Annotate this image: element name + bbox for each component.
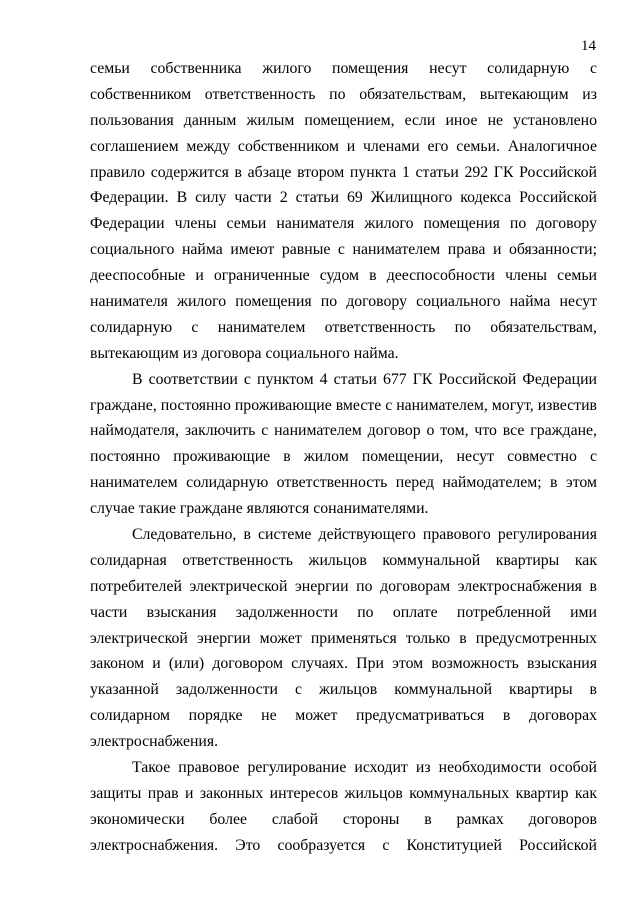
text-line: граждане, постоянно проживающие вместе с нанимателем, могут, известив — [90, 396, 597, 414]
text-line: пользования данным жилым помещением, если иное не установлено — [90, 111, 597, 129]
text-line: социального найма имеют равные с нанимателем права и обязанности; — [90, 241, 597, 259]
text-line: Такое правовое регулирование исходит из необходимости особой — [132, 759, 597, 777]
text-line: солидарная ответственность жильцов коммунальной квартиры как — [90, 551, 597, 569]
text-line: законом и (или) договором случаях. При этом возможность взыскания — [90, 655, 597, 673]
paragraph — [90, 367, 597, 522]
document-body — [90, 56, 597, 859]
text-line: Следовательно, в системе действующего правового регулирования — [132, 526, 597, 544]
text-line: экономически более слабой стороны в рамках договоров — [90, 810, 597, 828]
text-line: солидарном порядке не может предусматриваться в договорах — [90, 707, 597, 725]
text-line: электроснабжения. — [90, 733, 219, 751]
text-line: Федерации. В силу части 2 статьи 69 Жилищного кодекса Российской — [90, 189, 597, 207]
text-line: потребителей электрической энергии по договорам электроснабжения в — [90, 577, 597, 595]
text-line: собственником ответственность по обязательствам, вытекающим из — [90, 85, 597, 103]
text-line: нанимателя жилого помещения по договору социального найма несут — [90, 293, 597, 311]
text-line: семьи собственника жилого помещения несут солидарную с — [90, 60, 597, 77]
page-number: 14 — [581, 38, 596, 54]
text-line: указанной задолженности с жильцов коммунальной квартиры в — [90, 681, 597, 699]
text-line: Федерации члены семьи нанимателя жилого помещения по договору — [90, 215, 597, 233]
text-line: случае такие граждане являются сонанимателями. — [90, 500, 429, 518]
text-line: солидарную с нанимателем ответственность по обязательствам, — [90, 318, 597, 336]
text-line: соглашением между собственником и членами его семьи. Аналогичное — [90, 137, 597, 155]
text-line: наймодателя, заключить с нанимателем договор о том, что все граждане, — [90, 422, 597, 440]
text-line: В соответствии с пунктом 4 статьи 677 ГК Российской Федерации — [132, 370, 597, 388]
text-line: части взыскания задолженности по оплате потребленной ими — [90, 603, 597, 621]
text-line: электрической энергии может применяться только в предусмотренных — [90, 629, 597, 647]
paragraph — [90, 56, 597, 367]
text-line: правило содержится в абзаце втором пункта 1 статьи 292 ГК Российской — [90, 163, 597, 181]
text-line: нанимателем солидарную ответственность перед наймодателем; в этом — [90, 474, 597, 492]
text-line: вытекающим из договора социального найма. — [90, 344, 399, 362]
text-line: постоянно проживающие в жилом помещении, несут совместно с — [90, 448, 597, 466]
text-line: защиты прав и законных интересов жильцов коммунальных квартир как — [90, 784, 597, 802]
paragraph — [90, 755, 597, 859]
text-line: дееспособные и ограниченные судом в дееспособности члены семьи — [90, 267, 597, 285]
text-line: электроснабжения. Это сообразуется с Конституцией Российской — [90, 836, 597, 854]
paragraph — [90, 522, 597, 755]
